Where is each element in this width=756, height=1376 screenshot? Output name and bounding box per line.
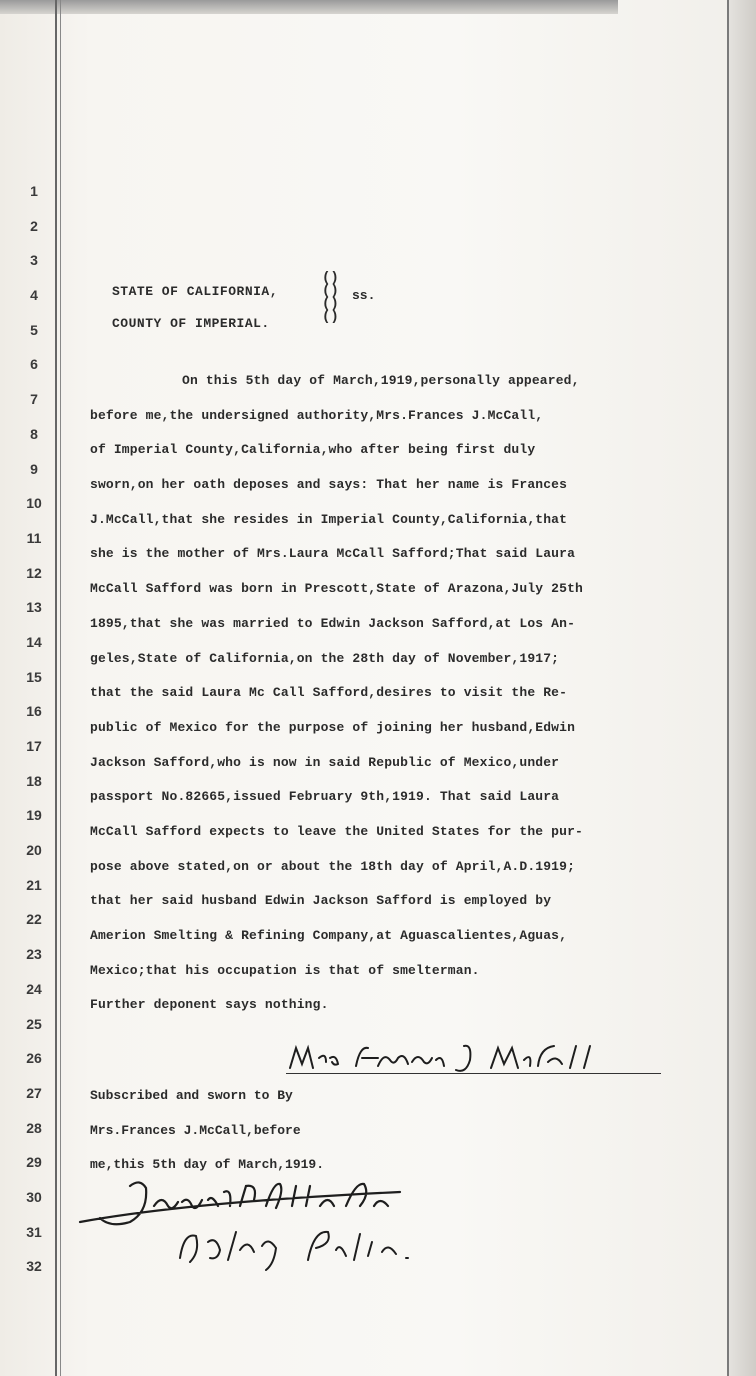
line-number: 31: [26, 1223, 42, 1240]
left-margin-rule: [55, 0, 57, 1376]
line-number: 10: [26, 495, 42, 512]
line-number: 25: [26, 1015, 42, 1032]
jurat-line: me,this 5th day of March,1919.: [90, 1157, 325, 1173]
line-number: 3: [30, 252, 38, 269]
signature-line: [286, 1073, 661, 1074]
line-number: 29: [26, 1154, 42, 1171]
affidavit-line: On this 5th day of March,1919,personally appeared,: [182, 373, 580, 388]
notary-signature: [70, 1172, 440, 1272]
affidavit-line: passport No.82665,issued February 9th,1919. That said Laura: [90, 789, 560, 805]
line-number: 9: [30, 460, 38, 477]
affidavit-line: geles,State of California,on the 28th day of November,1917;: [90, 650, 560, 666]
line-number: 26: [26, 1050, 42, 1067]
line-number: 27: [26, 1084, 42, 1101]
line-number: 4: [30, 287, 38, 304]
affidavit-line: pose above stated,on or about the 18th day of April,A.D.1919;: [90, 858, 576, 874]
right-paper-edge: [729, 0, 756, 1376]
affidavit-line: Amerion Smelting & Refining Company,at Aguascalientes,Aguas,: [90, 928, 568, 943]
affidavit-line: Jackson Safford,who is now in said Republic of Mexico,under: [90, 754, 560, 770]
line-number: 28: [26, 1119, 42, 1136]
line-number: 22: [26, 911, 42, 928]
line-number: 2: [30, 217, 38, 234]
affidavit-line: J.McCall,that she resides in Imperial County,California,that: [90, 511, 568, 527]
line-number: 32: [26, 1258, 42, 1275]
affidavit-line: sworn,on her oath deposes and says: That her name is Frances: [90, 477, 568, 493]
venue-caption: [112, 276, 278, 340]
scan-top-edge: [0, 0, 618, 14]
line-number: 14: [26, 633, 42, 650]
line-number: 5: [30, 321, 38, 338]
line-number: 15: [26, 668, 42, 685]
line-number: 8: [30, 425, 38, 442]
jurat-line: Subscribed and sworn to By: [90, 1088, 293, 1103]
jurat-line: Mrs.Frances J.McCall,before: [90, 1122, 301, 1138]
line-number: 1: [30, 183, 38, 199]
line-number: 21: [26, 876, 42, 893]
deponent-signature-handwriting: [286, 1040, 661, 1076]
line-number: 13: [26, 599, 42, 616]
line-number: 7: [30, 391, 38, 408]
line-number: 12: [26, 564, 42, 581]
state-line: STATE OF CALIFORNIA,: [112, 284, 279, 299]
county-line: COUNTY OF IMPERIAL.: [112, 316, 270, 331]
scilicet-mark: ss.: [352, 288, 376, 303]
affidavit-line: McCall Safford expects to leave the United States for the pur-: [90, 823, 583, 839]
affidavit-line: she is the mother of Mrs.Laura McCall Safford;That said Laura: [90, 546, 576, 562]
line-number: 23: [26, 946, 42, 963]
affidavit-line: of Imperial County,California,who after being first duly: [90, 442, 536, 458]
affidavit-line: that the said Laura Mc Call Safford,desires to visit the Re-: [90, 685, 568, 701]
affidavit-line: Mexico;that his occupation is that of smelterman.: [90, 962, 480, 978]
line-number: 19: [26, 807, 42, 824]
notary-signature-handwriting: [70, 1172, 440, 1272]
line-number: 18: [26, 772, 42, 789]
left-margin-rule-inner: [60, 0, 61, 1376]
affidavit-line: 1895,that she was married to Edwin Jackson Safford,at Los An-: [90, 615, 576, 631]
affidavit-line: before me,the undersigned authority,Mrs.Frances J.McCall,: [90, 407, 544, 423]
line-number: 16: [26, 703, 42, 720]
line-number-column: [22, 181, 46, 1291]
affidavit-body: [90, 371, 715, 1030]
venue-brackets: () () () (): [322, 270, 339, 325]
line-number: 20: [26, 842, 42, 859]
affidavit-line: McCall Safford was born in Prescott,State of Arazona,July 25th: [90, 581, 583, 597]
affidavit-line: Further deponent says nothing.: [90, 997, 329, 1013]
affidavit-line: public of Mexico for the purpose of joining her husband,Edwin: [90, 719, 576, 735]
line-number: 17: [26, 738, 42, 754]
affidavit-line: that her said husband Edwin Jackson Safford is employed by: [90, 893, 552, 909]
line-number: 11: [26, 529, 42, 546]
line-number: 6: [30, 356, 38, 373]
line-number: 24: [26, 980, 42, 997]
line-number: 30: [26, 1188, 42, 1205]
deponent-signature: [286, 1040, 661, 1076]
